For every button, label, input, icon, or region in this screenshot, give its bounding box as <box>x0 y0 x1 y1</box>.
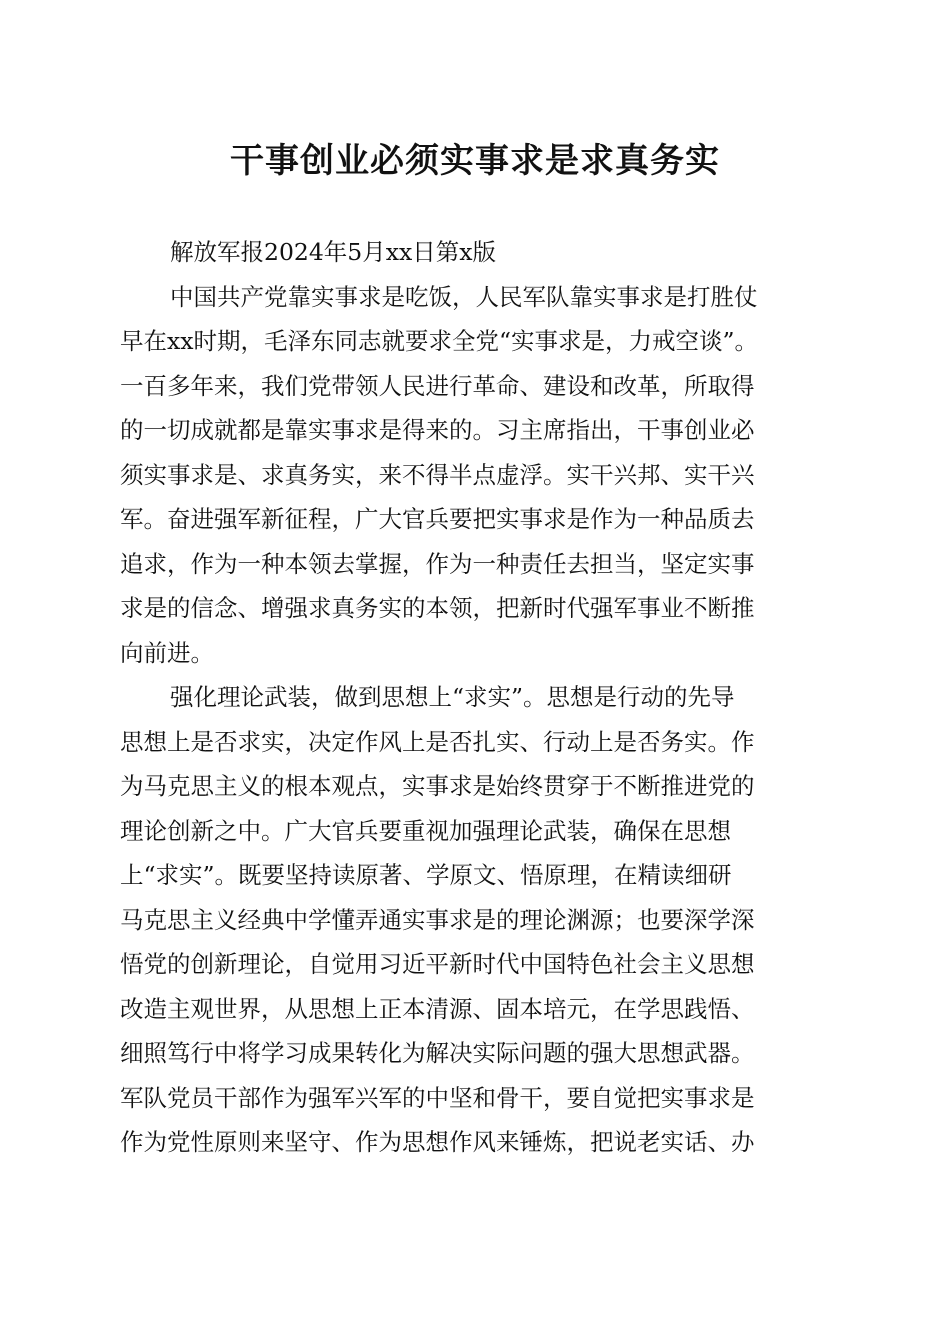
paragraph-line: 作为党性原则来坚守、作为思想作风来锤炼，把说老实话、办 <box>120 1128 755 1156</box>
paragraph-line: 须实事求是、求真务实，来不得半点虚浮。实干兴邦、实干兴 <box>120 460 755 489</box>
paragraph-line: 细照笃行中将学习成果转化为解决实际问题的强大思想武器。 <box>120 1039 755 1067</box>
paragraph-line: 中国共产党靠实事求是吃饭，人民军队靠实事求是打胜仗 <box>170 282 758 311</box>
paragraph-line: 求是的信念、增强求真务实的本领，把新时代强军事业不断推 <box>120 594 755 622</box>
source-line: 解放军报2024年5月xx日第x版 <box>170 238 497 266</box>
paragraph-line: 的一切成就都是靠实事求是得来的。习主席指出，干事创业必 <box>120 416 755 444</box>
paragraph-line: 马克思主义经典中学懂弄通实事求是的理论渊源；也要深学深 <box>120 905 755 934</box>
document-body <box>120 230 840 1165</box>
paragraph-line: 理论创新之中。广大官兵要重视加强理论武装，确保在思想 <box>120 816 731 845</box>
paragraph-line: 上“求实”。既要坚持读原著、学原文、悟原理，在精读细研 <box>120 861 732 889</box>
paragraph-line: 向前进。 <box>120 638 214 667</box>
paragraph-line: 改造主观世界，从思想上正本清源、固本培元，在学思践悟、 <box>120 994 755 1023</box>
paragraph-line: 早在xx时期，毛泽东同志就要求全党“实事求是，力戒空谈”。 <box>120 327 759 355</box>
paragraph-line: 一百多年来，我们党带领人民进行革命、建设和改革，所取得 <box>120 371 755 400</box>
paragraph-line: 思想上是否求实，决定作风上是否扎实、行动上是否务实。作 <box>120 727 755 756</box>
paragraph-line: 军队党员干部作为强军兴军的中坚和骨干，要自觉把实事求是 <box>120 1083 755 1112</box>
paragraph-line: 强化理论武装，做到思想上“求实”。思想是行动的先导 <box>170 683 735 711</box>
paragraph-line: 悟党的创新理论，自觉用习近平新时代中国特色社会主义思想 <box>120 950 755 978</box>
paragraph-line: 追求，作为一种本领去掌握，作为一种责任去担当，坚定实事 <box>120 549 755 578</box>
paragraph-line: 为马克思主义的根本观点，实事求是始终贯穿于不断推进党的 <box>120 772 755 800</box>
document-title: 干事创业必须实事求是求真务实 <box>230 141 720 181</box>
paragraph-line: 军。奋进强军新征程，广大官兵要把实事求是作为一种品质去 <box>120 505 755 533</box>
